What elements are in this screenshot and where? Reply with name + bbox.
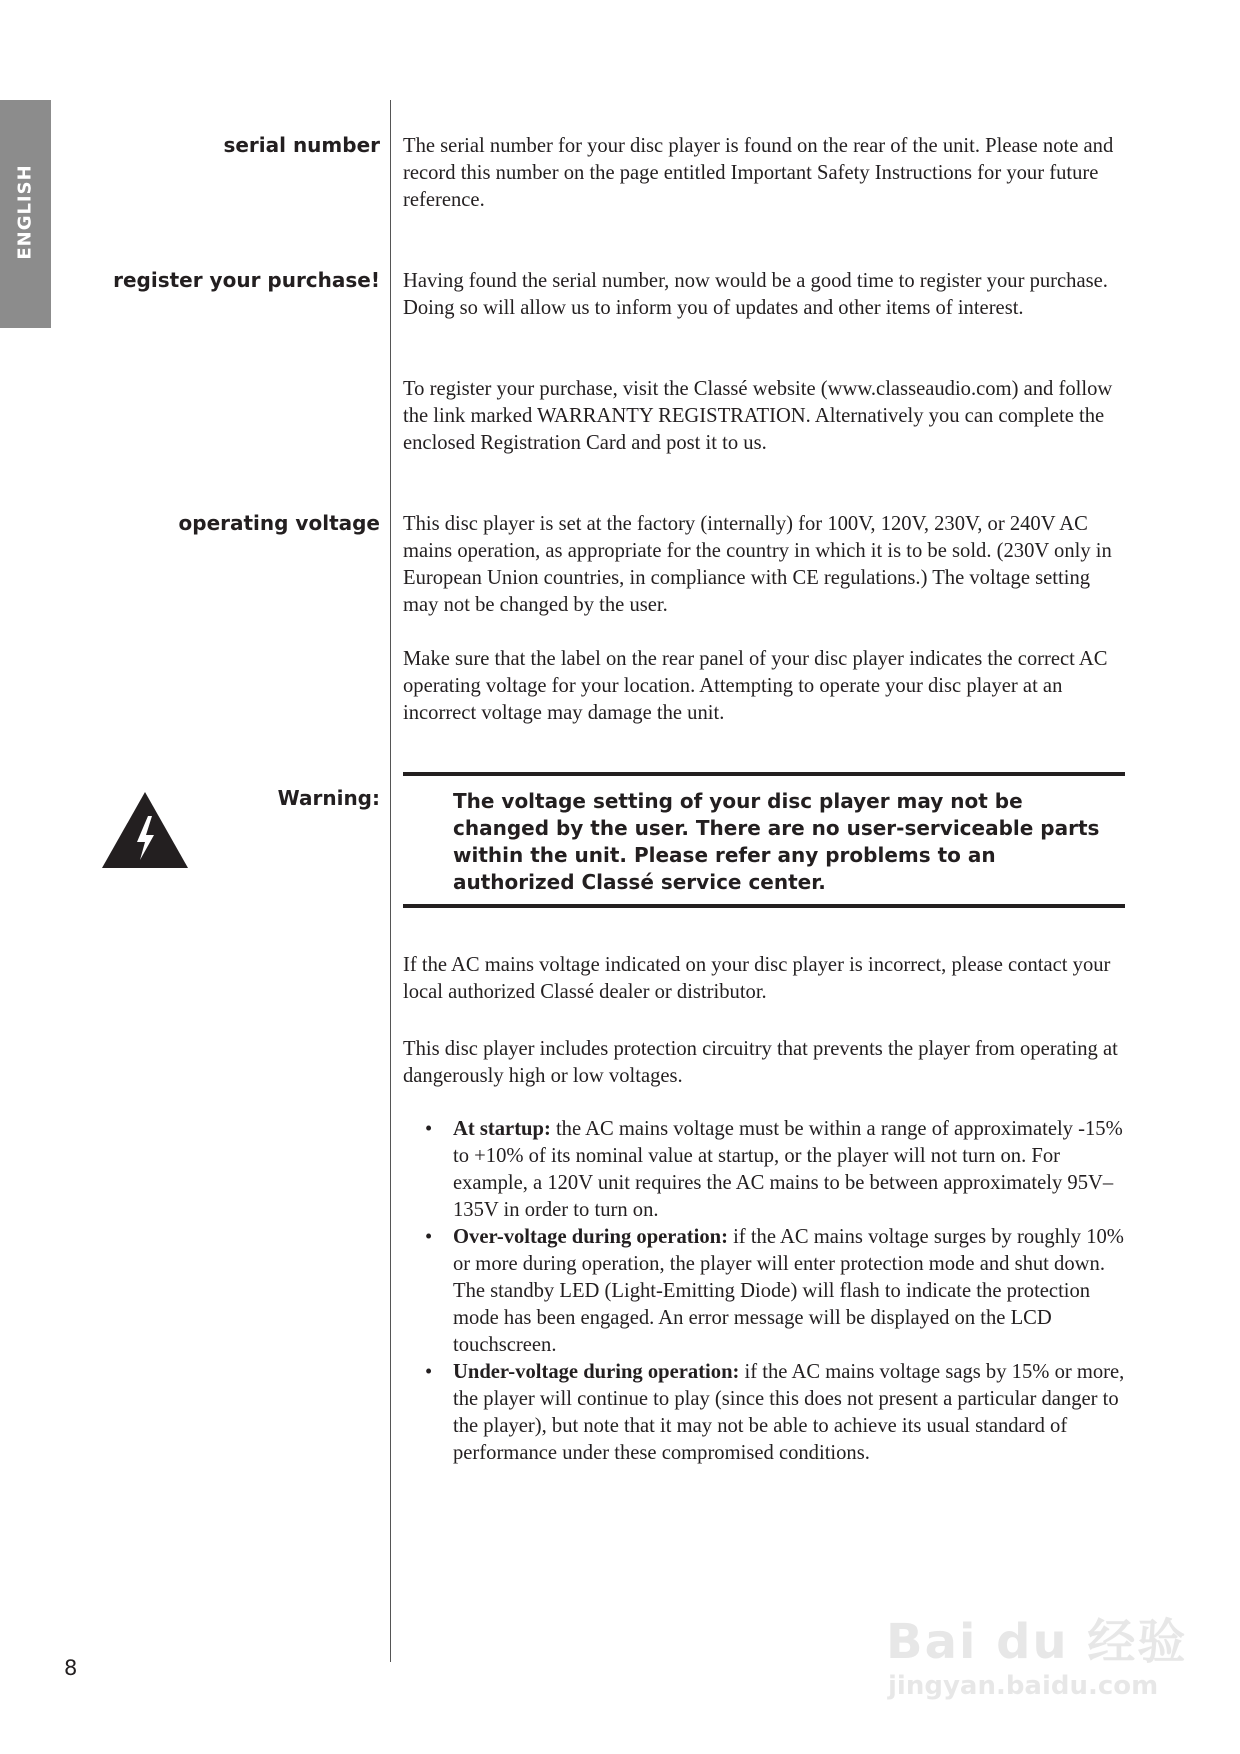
- register-text-2: To register your purchase, visit the Classé website (www.classeaudio.com) and follow the link marked WARRANTY REGISTRATION. Alternatively you can complete the enclosed Registration Card and post it to us.: [403, 378, 1113, 454]
- watermark-url: jingyan.baidu.com: [888, 1671, 1159, 1701]
- column-divider: [390, 100, 391, 1662]
- warning-bottom-rule: [403, 904, 1125, 908]
- dealer-contact-text: If the AC mains voltage indicated on your disc player is incorrect, please contact your local authorized Classé dealer or distributor.: [403, 954, 1111, 1003]
- serial-number-text: The serial number for your disc player is found on the rear of the unit. Please note and record this number on the page entitled Important Safety Instructions for your future reference.: [403, 135, 1114, 211]
- warning-text: The voltage setting of your disc player may not be changed by the user. There are no user-serviceable parts within the unit. Please refer any problems to an authorized Classé service center.: [453, 789, 1100, 894]
- list-item: • Under-voltage during operation: if the AC mains voltage sags by 15% or more, the player will continue to play (since this does not present a particular danger to the player), but note that it may not be able to achieve its usual standard of performance under these compromised conditions.: [425, 1361, 1125, 1464]
- language-tab-label: ENGLISH: [14, 164, 36, 260]
- operating-voltage-text-2: Make sure that the label on the rear panel of your disc player indicates the correct AC operating voltage for your location. Attempting to operate your disc player at an incorrect voltage may damage the unit.: [403, 648, 1108, 724]
- page-number: 8: [64, 1656, 78, 1680]
- baidu-watermark: [880, 1595, 1188, 1715]
- operating-voltage-text-1: This disc player is set at the factory (internally) for 100V, 120V, 230V, or 240V AC mains operation, as appropriate for the country in which it is to be sold. (230V only in European Union countries, in compliance with CE regulations.) The voltage setting may not be changed by the user.: [403, 513, 1112, 616]
- register-heading: register your purchase!: [113, 268, 380, 292]
- list-item: • At startup: the AC mains voltage must be within a range of approximately -15% to +10% of its nominal value at startup, or the player will not turn on. For example, a 120V unit requires the AC mains to be between approximately 95V–135V in order to turn on.: [425, 1118, 1123, 1221]
- protection-conditions-list: [403, 1116, 1128, 1467]
- operating-voltage-heading: operating voltage: [178, 511, 380, 535]
- protection-intro-text: This disc player includes protection circuitry that prevents the player from operating at dangerously high or low voltages.: [403, 1038, 1118, 1087]
- list-item: • Over-voltage during operation: if the AC mains voltage surges by roughly 10% or more during operation, the player will enter protection mode and shut down. The standby LED (Light-Emitting Diode) will flash to indicate the protection mode has been engaged. An error message will be displayed on the LCD touchscreen.: [425, 1226, 1124, 1356]
- warning-heading: Warning:: [277, 786, 380, 810]
- serial-number-heading: serial number: [223, 133, 380, 157]
- register-text-1: Having found the serial number, now would be a good time to register your purchase. Doing so will allow us to inform you of updates and other items of interest.: [403, 270, 1108, 319]
- warning-top-rule: [403, 772, 1125, 776]
- watermark-logo-text: Bai du 经验: [886, 1614, 1188, 1670]
